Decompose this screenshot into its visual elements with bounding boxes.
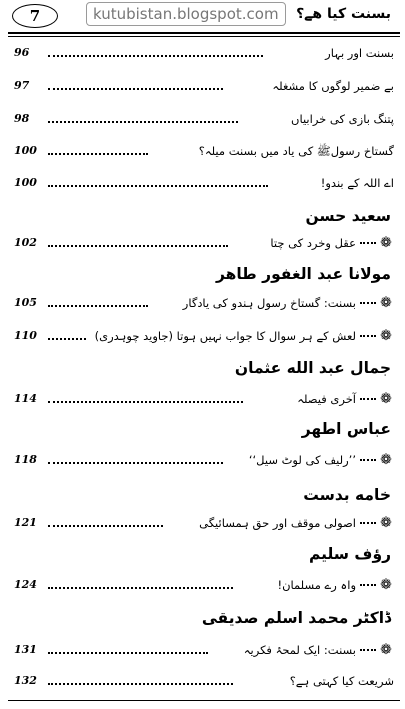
- short-leader: [360, 242, 376, 244]
- toc-entry-title: بے ضمیر لوگوں کا مشغلہ: [272, 79, 394, 93]
- toc-entry-title: عقل وخرد کی چتا: [270, 236, 356, 250]
- author-heading: رؤف سليم: [308, 545, 391, 563]
- short-leader: [360, 649, 376, 651]
- toc-page-number: 110: [14, 329, 37, 342]
- toc-page-number: 121: [14, 516, 37, 529]
- dot-leader: [48, 305, 148, 307]
- toc-entry-title: بسنت: گستاخ رسول ہندو کی یادگار: [182, 296, 356, 310]
- toc-page-number: 100: [14, 144, 37, 157]
- toc-entry: [14, 640, 394, 662]
- flower-bullet-icon: ❁: [380, 235, 392, 251]
- dot-leader: [48, 121, 238, 123]
- toc-entry: [14, 326, 394, 348]
- flower-bullet-icon: ❁: [380, 452, 392, 468]
- toc-entry: [14, 43, 394, 65]
- flower-bullet-icon: ❁: [380, 577, 392, 593]
- dot-leader: [48, 587, 233, 589]
- toc-page-number: 102: [14, 236, 37, 249]
- dot-leader: [48, 185, 268, 187]
- toc-page-number: 96: [14, 46, 30, 59]
- flower-bullet-icon: ❁: [380, 515, 392, 531]
- toc-page-number: 124: [14, 578, 37, 591]
- dot-leader: [48, 153, 148, 155]
- toc-entry-title: بسنت: ایک لمحۂ فکریہ: [243, 643, 356, 657]
- author-heading: ڈاکٹر محمد اسلم صدیقی: [201, 609, 391, 627]
- dot-leader: [48, 525, 163, 527]
- flower-bullet-icon: ❁: [380, 642, 392, 658]
- dot-leader: [48, 88, 223, 90]
- dot-leader: [48, 245, 228, 247]
- toc-entry: [14, 575, 394, 597]
- running-title: بسنت کیا ھے؟: [296, 6, 391, 22]
- short-leader: [360, 302, 376, 304]
- dot-leader: [48, 652, 208, 654]
- footer-rule: [8, 700, 400, 701]
- dot-leader: [48, 338, 86, 340]
- toc-entry-title: اے اللہ کے بندو!: [320, 176, 394, 190]
- toc-entry-title: واہ رے مسلمان!: [277, 578, 356, 592]
- header-rule-thin: [8, 36, 400, 37]
- toc-entry: [14, 109, 394, 131]
- author-heading: سعید حسن: [305, 207, 391, 225]
- toc-entry-title: گستاخ رسولﷺ کی یاد میں بسنت میلہ؟: [198, 144, 394, 158]
- toc-entry: [14, 76, 394, 98]
- toc-entry-title: بسنت اور بہار: [325, 46, 394, 60]
- toc-page-number: 131: [14, 643, 37, 656]
- page-number: 7: [12, 4, 58, 28]
- toc-page-number: 118: [14, 453, 37, 466]
- flower-bullet-icon: ❁: [380, 295, 392, 311]
- toc-entry-title: پتنگ بازی کی خرابیاں: [291, 112, 394, 126]
- toc-page-number: 132: [14, 674, 37, 687]
- author-heading: مولانا عبد الغفور طاھر: [215, 265, 391, 283]
- toc-page-number: 97: [14, 79, 30, 92]
- toc-entry-title: ’’رلیف کی لوٹ سیل‘‘: [248, 453, 356, 467]
- toc-entry: [14, 513, 394, 535]
- header-rule-thick: [8, 32, 400, 34]
- short-leader: [360, 398, 376, 400]
- dot-leader: [48, 55, 263, 57]
- author-heading: عباس اطھر: [301, 420, 391, 438]
- toc-entry: [14, 293, 394, 315]
- toc-entry: [14, 233, 394, 255]
- short-leader: [360, 584, 376, 586]
- toc-entry-title: اصولی موقف اور حق ہمسائیگی: [199, 516, 356, 530]
- blog-watermark: kutubistan.blogspot.com: [86, 2, 286, 26]
- dot-leader: [48, 401, 243, 403]
- dot-leader: [48, 683, 233, 685]
- toc-entry: [14, 671, 394, 693]
- author-heading: جمال عبد الله عثمان: [234, 359, 391, 377]
- toc-entry-title: لعش کے ہر سوال کا جواب نہیں ہوتا (جاوید چوہدری): [94, 329, 356, 343]
- toc-entry: [14, 450, 394, 472]
- flower-bullet-icon: ❁: [380, 328, 392, 344]
- toc-entry-title: آخری فیصلہ: [297, 392, 356, 406]
- short-leader: [360, 522, 376, 524]
- toc-entry: [14, 389, 394, 411]
- toc-entry: [14, 173, 394, 195]
- toc-page-number: 98: [14, 112, 30, 125]
- dot-leader: [48, 462, 223, 464]
- author-heading: خامه بدست: [303, 486, 391, 504]
- toc-page-number: 100: [14, 176, 37, 189]
- short-leader: [360, 459, 376, 461]
- flower-bullet-icon: ❁: [380, 391, 392, 407]
- short-leader: [360, 335, 376, 337]
- toc-entry-title: شریعت کیا کہتی ہے؟: [289, 674, 394, 688]
- page-header: [0, 0, 405, 34]
- toc-page-number: 114: [14, 392, 37, 405]
- toc-entry: [14, 141, 394, 163]
- toc-page-number: 105: [14, 296, 37, 309]
